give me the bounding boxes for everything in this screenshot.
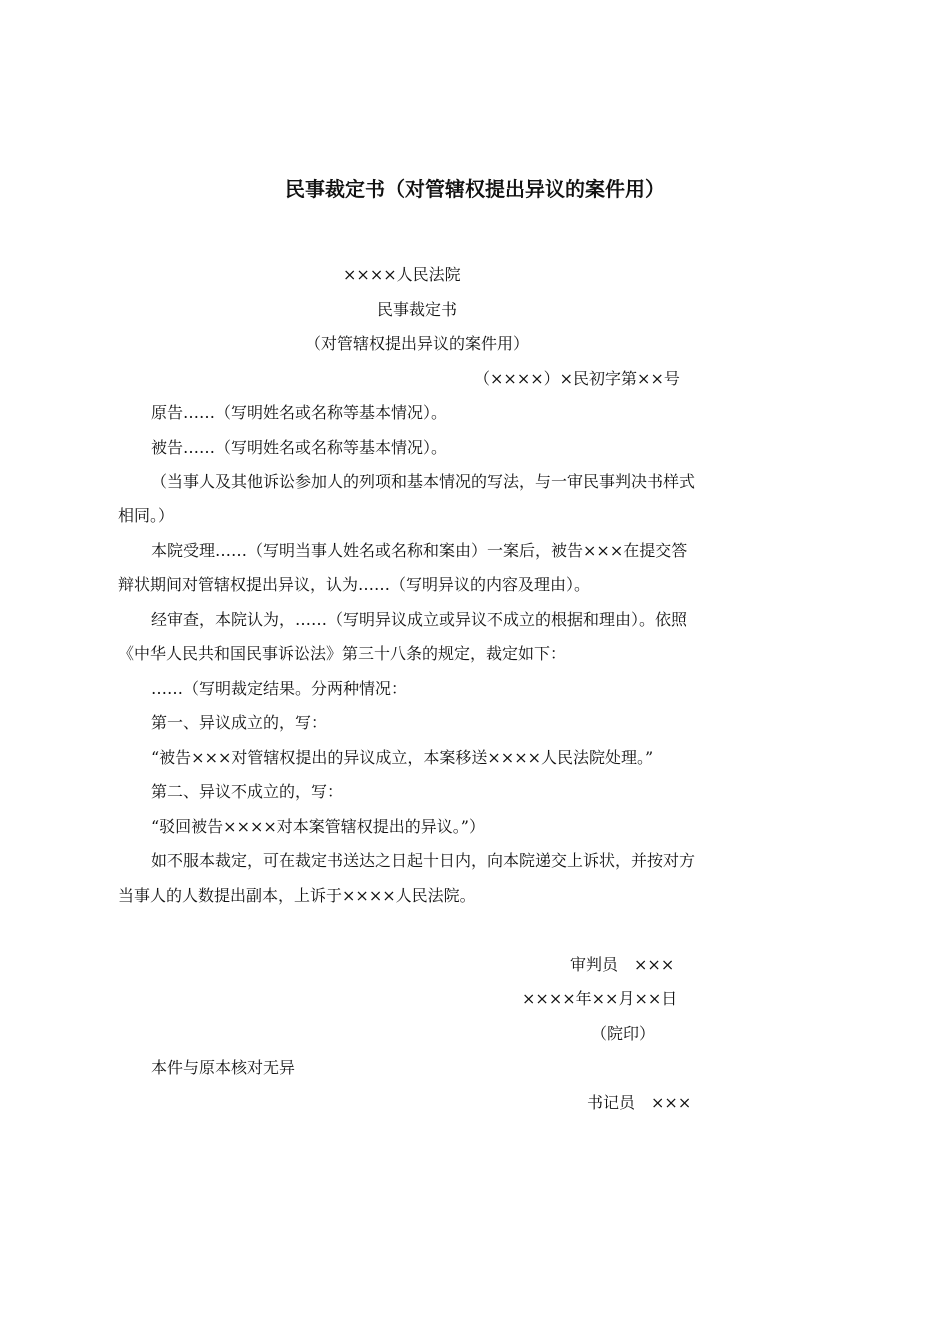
ruling-date: ××××年××月××日 — [522, 989, 678, 1008]
clerk-signature: 书记员 ××× — [587, 1093, 692, 1112]
body-paragraph: “驳回被告××××对本案管辖权提出的异议。”） — [151, 817, 485, 836]
body-paragraph: 本院受理……（写明当事人姓名或名称和案由）一案后，被告×××在提交答 — [151, 541, 688, 560]
body-paragraph: 第一、异议成立的，写： — [151, 713, 328, 732]
body-paragraph: “被告×××对管辖权提出的异议成立，本案移送××××人民法院处理。” — [151, 748, 654, 767]
ruling-name: 民事裁定书 — [377, 300, 458, 319]
court-seal: （院印） — [591, 1024, 656, 1043]
ruling-subtitle: （对管辖权提出异议的案件用） — [305, 334, 530, 353]
judge-signature: 审判员 ××× — [570, 955, 675, 974]
body-paragraph-continued: 《中华人民共和国民事诉讼法》第三十八条的规定，裁定如下： — [118, 644, 567, 663]
body-paragraph-continued: 辩状期间对管辖权提出异议，认为……（写明异议的内容及理由）。 — [118, 575, 591, 594]
body-paragraph-continued: 当事人的人数提出副本，上诉于××××人民法院。 — [118, 886, 476, 905]
court-name: ××××人民法院 — [343, 265, 461, 284]
verification-note: 本件与原本核对无异 — [151, 1058, 296, 1077]
body-paragraph: ……（写明裁定结果。分两种情况： — [151, 679, 408, 698]
body-paragraph: 原告……（写明姓名或名称等基本情况）。 — [151, 403, 448, 422]
document-title: 民事裁定书（对管辖权提出异议的案件用） — [285, 177, 665, 201]
case-number: （××××）×民初字第××号 — [474, 369, 680, 388]
body-paragraph: 如不服本裁定，可在裁定书送达之日起十日内，向本院递交上诉状，并按对方 — [151, 851, 696, 870]
body-paragraph: （当事人及其他诉讼参加人的列项和基本情况的写法，与一审民事判决书样式 — [151, 472, 696, 491]
body-paragraph: 被告……（写明姓名或名称等基本情况）。 — [151, 438, 448, 457]
body-paragraph: 经审查，本院认为，……（写明异议成立或异议不成立的根据和理由）。依照 — [151, 610, 688, 629]
body-paragraph: 第二、异议不成立的，写： — [151, 782, 344, 801]
body-paragraph-continued: 相同。） — [118, 506, 175, 525]
